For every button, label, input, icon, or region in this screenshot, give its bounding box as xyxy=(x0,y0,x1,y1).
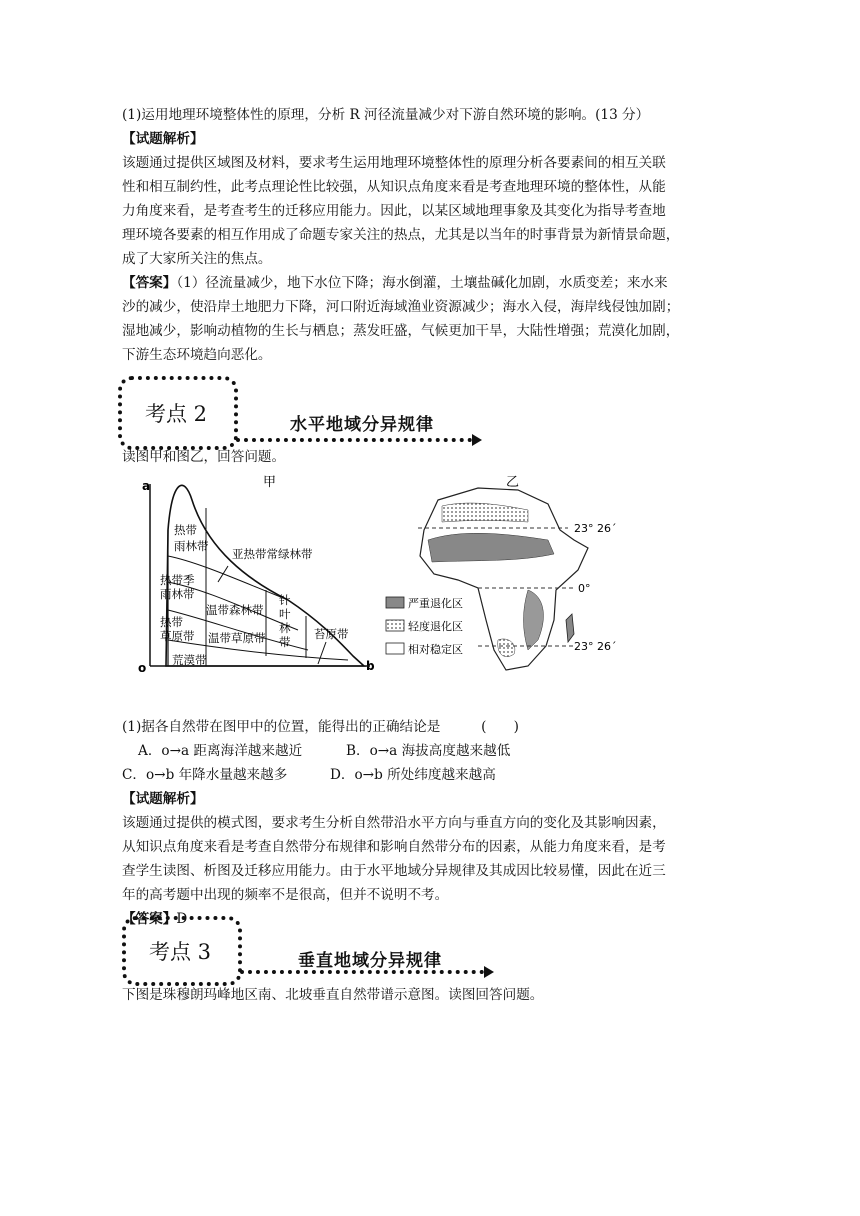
legend-swatch-light xyxy=(386,620,404,631)
analysis-line: 理环境各要素的相互作用成了命题专家关注的热点，尤其是以当年的时事背景为新情景命题， xyxy=(122,227,680,243)
analysis-line: 性和相互制约性，此考点理论性比较强，从知识点角度来看是考查地理环境的整体性，从能 xyxy=(122,179,666,195)
answer-value-2: D xyxy=(176,911,188,927)
figure-yi xyxy=(378,470,648,680)
analysis-line: 从知识点角度来看是考查自然带分布规律和影响自然带分布的因素，从能力角度来看，是考 xyxy=(122,839,666,855)
analysis-line: 年的高考题中出现的频率不是很高，但并不说明不考。 xyxy=(122,887,449,903)
legend-label: 轻度退化区 xyxy=(408,620,463,633)
zone-label: 热带 xyxy=(174,523,197,537)
kaodian-3-label: 考点 3 xyxy=(148,940,212,964)
figure-jia-caption: 甲 xyxy=(263,475,277,490)
answer-line: 下游生态环境趋向恶化。 xyxy=(122,347,272,363)
answer-tag-1: 【答案】 xyxy=(122,275,177,291)
zone-label: 雨林带 xyxy=(174,539,209,553)
zone-label: 带 xyxy=(279,635,291,649)
kaodian-2-box xyxy=(118,376,238,450)
option-c: C．o→b 年降水量越来越多 xyxy=(122,767,288,783)
option-d: D．o→b 所处纬度越来越高 xyxy=(330,767,496,783)
kaodian-2-label: 考点 2 xyxy=(144,402,208,426)
legend-swatch-stable xyxy=(386,643,404,654)
answer-line: （1）径流量减少，地下水位下降；海水倒灌，土壤盐碱化加剧，水质变差；来水来 xyxy=(176,275,668,291)
zone-label: 草原带 xyxy=(160,629,195,643)
analysis-line: 力角度来看，是考查考生的迁移应用能力。因此，以某区域地理事象及其变化为指导考查地 xyxy=(122,203,666,219)
axis-a-label: a xyxy=(142,479,151,493)
analysis-tag-1: 【试题解析】 xyxy=(122,131,204,147)
legend-swatch-severe xyxy=(386,597,404,608)
zone-label: 荒漠带 xyxy=(172,653,207,667)
zone-label: 林 xyxy=(279,621,291,635)
zone-label: 苔原带 xyxy=(314,627,349,641)
kaodian-2-arrow-line xyxy=(236,438,472,442)
zone-label: 雨林带 xyxy=(160,587,195,601)
zone-label: 亚热带常绿林带 xyxy=(232,547,313,561)
kaodian-3-arrow-head xyxy=(484,966,494,978)
legend-label: 严重退化区 xyxy=(408,597,463,610)
zone-label: 热带季 xyxy=(160,573,195,587)
option-a: A．o→a 距离海洋越来越近 xyxy=(138,743,303,759)
origin-label: o xyxy=(138,661,147,675)
answer-tag-2: 【答案】 xyxy=(122,911,177,927)
kaodian-2-arrow-head xyxy=(472,434,482,446)
kaodian-3-arrow-line xyxy=(240,970,484,974)
answer-line: 沙的减少，使沿岸土地肥力下降，河口附近海域渔业资源减少；海水入侵，海岸线侵蚀加剧； xyxy=(122,299,680,315)
zone-label: 温带森林带 xyxy=(206,603,264,617)
madagascar xyxy=(566,614,574,642)
kaodian-3-title: 垂直地域分异规律 xyxy=(298,951,442,971)
analysis-line: 成了大家所关注的焦点。 xyxy=(122,251,272,267)
legend-label: 相对稳定区 xyxy=(408,643,463,656)
analysis-tag-2: 【试题解析】 xyxy=(122,791,204,807)
answer-line: 湿地减少，影响动植物的生长与栖息；蒸发旺盛，气候更加干旱，大陆性增强；荒漠化加剧， xyxy=(122,323,680,339)
kaodian-2-intro: 读图甲和图乙，回答问题。 xyxy=(122,449,286,465)
axis-b-label: b xyxy=(366,659,375,673)
kaodian-3-box xyxy=(122,916,242,986)
lat-south-label: 23° 26ˊ xyxy=(574,640,617,653)
figure-jia xyxy=(138,470,378,676)
zone-label: 温带草原带 xyxy=(208,631,266,645)
option-b: B．o→a 海拔高度越来越低 xyxy=(346,743,511,759)
analysis-line: 该题通过提供的模式图，要求考生分析自然带沿水平方向与垂直方向的变化及其影响因素， xyxy=(122,815,666,831)
zone-label: 针 xyxy=(279,593,291,607)
kaodian-2-title: 水平地域分异规律 xyxy=(290,415,434,435)
question-2-stem: (1)据各自然带在图甲中的位置，能得出的正确结论是 ( ) xyxy=(122,719,519,735)
kaodian-3-intro: 下图是珠穆朗玛峰地区南、北坡垂直自然带谱示意图。读图回答问题。 xyxy=(122,987,544,1003)
analysis-line: 该题通过提供区域图及材料，要求考生运用地理环境整体性的原理分析各要素间的相互关联 xyxy=(122,155,666,171)
lat-north-label: 23° 26ˊ xyxy=(574,522,617,535)
zone-label: 叶 xyxy=(279,607,291,621)
zone-label: 热带 xyxy=(160,615,183,629)
figure-yi-caption: 乙 xyxy=(506,475,520,490)
analysis-line: 查学生读图、析图及迁移应用能力。由于水平地域分异规律及其成因比较易懂，因此在近三 xyxy=(122,863,666,879)
question-r-river: (1)运用地理环境整体性的原理，分析 R 河径流量减少对下游自然环境的影响。(13 分） xyxy=(122,107,650,123)
equator-label: 0° xyxy=(578,582,591,595)
